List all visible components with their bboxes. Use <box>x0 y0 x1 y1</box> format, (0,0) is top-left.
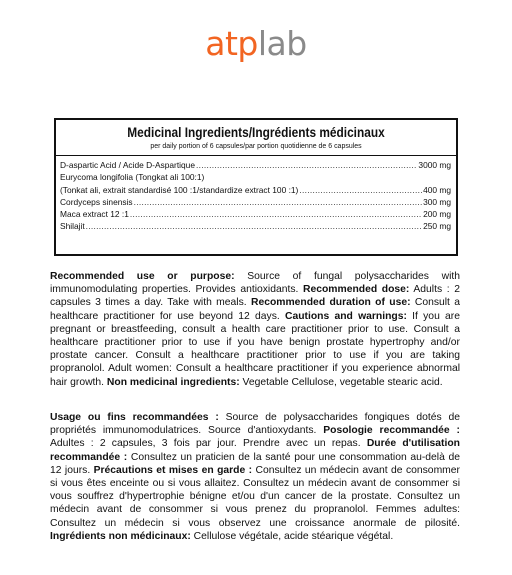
ingredient-amount: 400 mg <box>423 184 451 195</box>
ingredients-non-medicinaux-heading: Ingrédients non médicinaux: <box>50 530 191 542</box>
leader-dots <box>299 184 422 196</box>
ingredient-row <box>60 171 451 183</box>
leader-dots <box>196 159 417 171</box>
ingredient-row <box>60 196 451 208</box>
usage-heading: Usage ou fins recommandées : <box>50 412 219 423</box>
atplab-logo <box>0 24 512 64</box>
ingredient-name: Eurycoma longifolia (Tongkat ali 100:1) <box>60 172 205 183</box>
ingredient-name: Cordyceps sinensis <box>60 196 133 207</box>
ingredient-amount: 3000 mg <box>418 160 451 170</box>
duree-text: Consultez un praticien de la santé pour une consommation au-delà de 12 jours. <box>50 451 460 476</box>
recommended-duration-text: Consult a healthcare practitioner for use beyond 12 days. <box>50 297 461 322</box>
leader-dots <box>86 220 422 232</box>
ingredient-name: D-aspartic Acid / Acide D-Aspartique <box>60 160 195 170</box>
recommended-use-heading: Recommended use or purpose: <box>50 271 235 282</box>
logo-lab-text: lab <box>257 24 307 63</box>
recommended-dose-heading: Recommended dose: <box>303 284 410 296</box>
ingredient-row <box>60 159 451 171</box>
english-directions-paragraph <box>50 270 460 389</box>
ingredient-name: Shilajit <box>60 221 85 232</box>
recommended-use-text: Source of fungal polysaccharides with immunomodulating properties. Provides antioxidants. <box>50 271 461 296</box>
recommended-dose-text: Adults : 2 capsules 3 times a day. Take with meals. <box>50 284 460 309</box>
ingredient-amount: 250 mg <box>423 221 451 232</box>
logo-atp-text: atp <box>205 24 258 63</box>
panel-title: Medicinal Ingredients/Ingrédients médicinaux <box>127 125 385 140</box>
ingredient-amount: 200 mg <box>423 209 451 220</box>
ingredient-list <box>56 156 456 233</box>
french-directions-paragraph <box>50 411 460 543</box>
usage-text: Source de polysaccharides fongiques dotés de propriétés immunomodulatrices. Source d'antioxydants. <box>50 412 460 437</box>
precautions-heading: Précautions et mises en garde : <box>93 464 253 476</box>
ingredient-row <box>60 220 451 232</box>
ingredients-non-medicinaux-text: Cellulose végétale, acide stéarique végétal. <box>190 530 394 542</box>
leader-dots <box>134 196 422 208</box>
ingredient-amount: 300 mg <box>423 196 451 207</box>
non-medicinal-text: Vegetable Cellulose, vegetable stearic acid. <box>239 376 443 388</box>
non-medicinal-heading: Non medicinal ingredients: <box>106 376 240 388</box>
medicinal-ingredients-panel <box>54 118 458 256</box>
posologie-text: Adultes : 2 capsules, 3 fois par jour. Prendre avec un repas. <box>50 438 367 450</box>
ingredient-name: (Tonkat ali, extrait standardisé 100 :1/standardize extract 100 :1) <box>60 184 299 195</box>
cautions-heading: Cautions and warnings: <box>284 310 407 322</box>
duree-heading: Durée d'utilisation recommandée : <box>50 438 460 463</box>
ingredient-row <box>60 184 451 196</box>
ingredient-name: Maca extract 12 :1 <box>60 209 129 220</box>
recommended-duration-heading: Recommended duration of use: <box>250 297 411 309</box>
panel-subtitle: per daily portion of 6 capsules/par portion quotidienne de 6 capsules <box>150 141 362 150</box>
posologie-heading: Posologie recommandée : <box>323 425 461 437</box>
leader-dots <box>130 208 422 220</box>
ingredient-row <box>60 208 451 220</box>
precautions-text: Consultez un médecin avant de consommer si vous êtes enceinte ou si vous allaitez. Consultez un médecin avant de consommer si vous souffrez d'hypertrophie bénigne et/ou d'un cancer de la prostate. Consultez un médecin avant de consommer si vous prenez du propranolol. Femmes adultes: Consultez un médecin si vous observez une croissance anormale de pilosité. <box>50 464 460 529</box>
cautions-text: If you are pregnant or breastfeeding, consult a health care practitioner prior to use. Consult a healthcare practitioner prior to use if you have benign prostate hypertrophy and/or prostate cancer. Consult a healthcare practitioner prior to use if you are taking propranolol. Adult women: Consult a healthcare practitioner if you experience abnormal hair growth. <box>50 310 460 388</box>
